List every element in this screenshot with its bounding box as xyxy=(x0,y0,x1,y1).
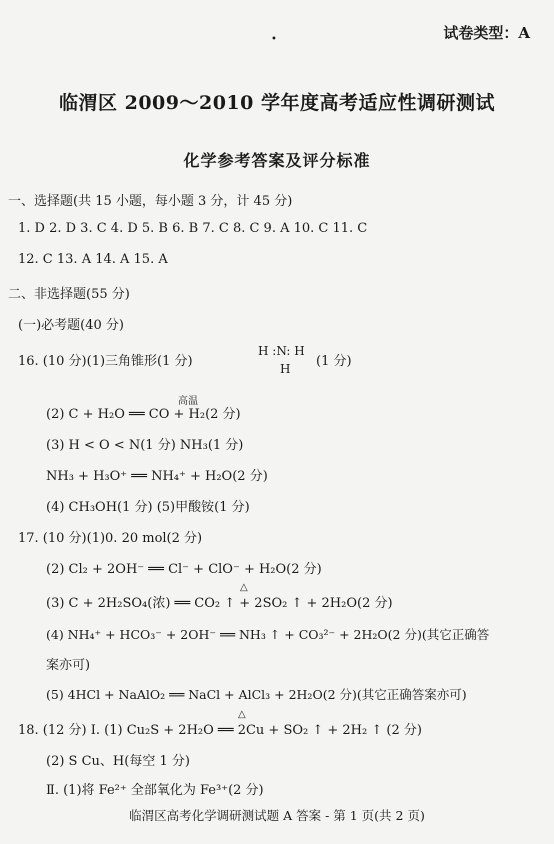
q16-line3: (3) H < O < N(1 分) NH₃(1 分) xyxy=(46,438,244,453)
page-title: 临渭区 2009～2010 学年度高考适应性调研测试 xyxy=(59,92,495,114)
q17-line3: (3) C + 2H₂SO₄(浓) ══ CO₂ ↑ + 2SO₂ ↑ + 2H₂O(2 分) xyxy=(46,596,393,611)
lewis-bottom-h: H xyxy=(280,362,291,376)
q18-line2: (2) S Cu、H(每空 1 分) xyxy=(46,754,190,769)
q16-line2-condition: 高温 xyxy=(178,396,198,407)
q16-line2: (2) C + H₂O ══ CO + H₂(2 分) xyxy=(46,407,241,422)
scan-mark-dot: • xyxy=(271,34,277,45)
section1-heading: 一、选择题(共 15 小题，每小题 3 分，计 45 分) xyxy=(8,194,293,209)
page-subtitle: 化学参考答案及评分标准 xyxy=(183,151,371,170)
q17-line2: (2) Cl₂ + 2OH⁻ ══ Cl⁻ + ClO⁻ + H₂O(2 分) xyxy=(46,562,322,577)
required-questions-heading: (一)必考题(40 分) xyxy=(18,318,124,333)
q18-line1: 18. (12 分) Ⅰ. (1) Cu₂S + 2H₂O ══ 2Cu + SO₂ ↑ + 2H₂ ↑ (2 分) xyxy=(18,723,422,738)
ammonia-lewis-structure xyxy=(258,344,305,358)
q17-line1: 17. (10 分)(1)0. 20 mol(2 分) xyxy=(18,531,203,546)
q17-line4-continued: 案亦可) xyxy=(46,658,91,673)
q17-line3-condition: △ xyxy=(240,582,248,593)
section2-heading: 二、非选择题(55 分) xyxy=(8,287,130,302)
q17-line4: (4) NH₄⁺ + HCO₃⁻ + 2OH⁻ ══ NH₃ ↑ + CO₃²⁻ + 2H₂O(2 分)(其它正确答 xyxy=(46,627,490,642)
lewis-score: (1 分) xyxy=(316,354,352,369)
paper-type-label: 试卷类型：A xyxy=(443,24,530,42)
section1-answers-row2: 12. C 13. A 14. A 15. A xyxy=(18,252,168,267)
q16-line4: NH₃ + H₃O⁺ ══ NH₄⁺ + H₂O(2 分) xyxy=(46,469,268,484)
q18-line1-condition: △ xyxy=(238,709,246,720)
q17-line5: (5) 4HCl + NaAlO₂ ══ NaCl + AlCl₃ + 2H₂O(2 分)(其它正确答案亦可) xyxy=(46,687,467,702)
q18-line3: Ⅱ. (1)将 Fe²⁺ 全部氧化为 Fe³⁺(2 分) xyxy=(46,783,264,798)
q16-line5: (4) CH₃OH(1 分) (5)甲酸铵(1 分) xyxy=(46,500,250,515)
section1-answers-row1: 1. D 2. D 3. C 4. D 5. B 6. B 7. C 8. C 9. A 10. C 11. C xyxy=(18,221,368,236)
q16-line1: 16. (10 分)(1)三角锥形(1 分) xyxy=(18,354,193,369)
lewis-top-row: H :N: H xyxy=(258,344,305,358)
page-footer: 临渭区高考化学调研测试题 A 答案 - 第 1 页(共 2 页) xyxy=(129,808,425,823)
